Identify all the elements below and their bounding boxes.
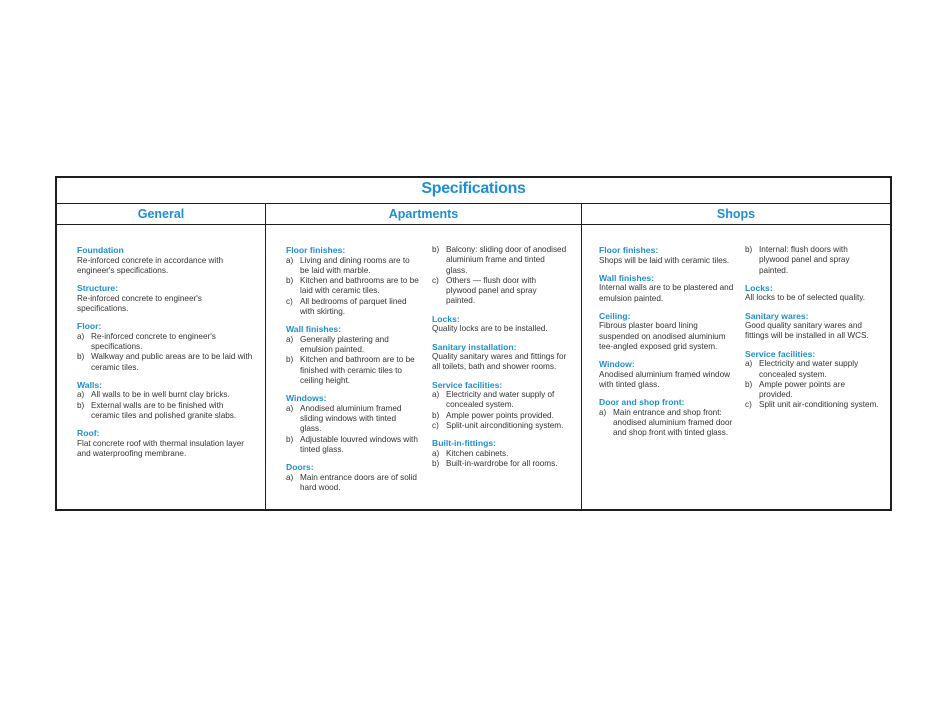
section-text: All locks to be of selected quality. [745, 293, 865, 303]
spec-section [599, 359, 734, 390]
spec-section [432, 314, 567, 335]
list-marker: b) [77, 400, 85, 410]
list-marker: a) [286, 403, 294, 413]
list-marker: a) [599, 407, 607, 417]
list-text: Electricity and water supply of concealed system. [446, 390, 555, 410]
list-text: All bedrooms of parquet lined with skirting. [300, 296, 407, 316]
section-heading: Service facilities: [432, 379, 503, 390]
spec-section [286, 462, 419, 493]
list-item [432, 421, 567, 431]
list-text: Ample power points provided. [446, 410, 554, 420]
section-heading: Floor finishes: [599, 245, 659, 255]
list-marker: b) [432, 245, 440, 254]
list-marker: a) [77, 390, 85, 400]
list-item [77, 332, 253, 353]
list-text: Kitchen and bathroom are to be finished with ceramic tiles to ceiling height. [300, 355, 415, 385]
list-text: Balcony: sliding door of anodised aluminium frame and tinted glass. [446, 245, 567, 275]
list-item [286, 297, 419, 318]
spec-section [745, 349, 880, 411]
list-text: All walls to be in well burnt clay bricks. [91, 390, 230, 400]
section-heading: Sanitary installation: [432, 341, 517, 352]
spec-section [745, 311, 880, 342]
spec-section [745, 245, 880, 276]
list-text: Others — flush door with plywood panel and spray painted. [446, 275, 537, 306]
list-marker: b) [286, 355, 294, 365]
list-marker: a) [77, 331, 85, 341]
list-item [77, 390, 253, 400]
column-header-shops: Shops [582, 204, 890, 225]
spec-section [599, 273, 734, 304]
list-text: Kitchen cabinets. [446, 448, 509, 458]
list-item [286, 355, 419, 386]
section-heading: Walls: [77, 379, 102, 390]
section-heading: Locks: [432, 313, 460, 324]
list-marker: a) [432, 448, 440, 458]
list-text: Living and dining rooms are to be laid with marble. [300, 255, 410, 275]
section-text: Fibrous plaster board lining suspended on anodised aluminium tee-angled exposed grid system. [599, 321, 726, 351]
section-heading: Built-in-fittings: [432, 438, 496, 449]
section-text: Re-inforced concrete in accordance with engineer's specifications. [77, 255, 224, 275]
section-text: Quality locks are to be installed. [432, 324, 548, 334]
list-item [745, 359, 880, 380]
section-text: Good quality sanitary wares and fittings will be installed in all WCS. [745, 321, 869, 341]
section-heading: Sanitary wares: [745, 310, 809, 321]
section-heading: Floor: [77, 321, 102, 332]
list-item [286, 256, 419, 277]
list-marker: a) [286, 334, 294, 344]
list-marker: a) [286, 472, 294, 482]
section-text: Anodised aluminium framed window with tinted glass. [599, 369, 731, 390]
list-marker: b) [432, 410, 440, 420]
spec-section [286, 393, 419, 455]
column-header-apartments: Apartments [266, 204, 581, 225]
list-text: Anodised aluminium framed sliding windows with tinted glass. [300, 403, 402, 434]
section-text: Internal walls are to be plastered and emulsion painted. [599, 283, 734, 303]
list-text: Split-unit airconditioning system. [446, 421, 564, 431]
list-item [286, 435, 419, 456]
shops-right-column [745, 245, 880, 418]
list-marker: a) [286, 255, 294, 265]
spec-section [77, 428, 253, 459]
list-text: Re-inforced concrete to engineer's specifications. [91, 331, 216, 351]
apartments-right-column [432, 245, 567, 476]
list-text: Ample power points are provided. [759, 379, 846, 400]
apartments-left-column [286, 245, 419, 500]
section-heading: Window: [599, 359, 635, 370]
list-text: Kitchen and bathrooms are to be laid with ceramic tiles. [300, 276, 419, 296]
specifications-table [55, 176, 892, 511]
spec-section [599, 397, 734, 438]
section-heading: Structure: [77, 283, 119, 294]
list-marker: c) [286, 296, 293, 306]
title-row [57, 178, 890, 204]
list-marker: c) [432, 275, 439, 285]
list-item [286, 473, 419, 494]
list-item [77, 401, 253, 422]
shops-left-column [599, 245, 734, 446]
list-item [599, 408, 734, 439]
list-marker: b) [432, 459, 440, 469]
list-text: Main entrance doors are of solid hard wood. [300, 472, 417, 493]
list-item [432, 276, 567, 307]
spec-section [432, 380, 567, 432]
section-heading: Doors: [286, 462, 314, 473]
section-heading: Windows: [286, 393, 327, 404]
spec-section [599, 311, 734, 352]
section-heading: Ceiling: [599, 310, 631, 321]
list-item [432, 411, 567, 421]
section-text: Flat concrete roof with thermal insulation layer and waterproofing membrane. [77, 438, 245, 459]
section-heading: Floor finishes: [286, 245, 346, 255]
list-marker: a) [432, 390, 440, 400]
spec-section [77, 283, 253, 314]
list-text: Adjustable louvred windows with tinted glass. [300, 434, 418, 454]
list-item [286, 335, 419, 356]
spec-section [77, 380, 253, 421]
column-divider [265, 204, 266, 509]
list-marker: b) [286, 276, 294, 286]
list-item [745, 245, 880, 276]
list-text: Built-in-wardrobe for all rooms. [446, 459, 558, 469]
section-text: Shops will be laid with ceramic tiles. [599, 255, 730, 265]
section-heading: Door and shop front: [599, 397, 685, 408]
section-heading: Foundation [77, 245, 124, 255]
list-marker: b) [286, 434, 294, 444]
list-item [745, 380, 880, 401]
list-marker: c) [745, 400, 752, 410]
list-item [432, 390, 567, 411]
document-title: Specifications [421, 180, 526, 197]
section-heading: Locks: [745, 282, 773, 293]
spec-section [77, 245, 253, 276]
list-item [77, 352, 253, 373]
list-text: Walkway and public areas are to be laid with ceramic tiles. [91, 352, 253, 372]
list-item [745, 400, 880, 410]
column-divider [581, 204, 582, 509]
spec-section [745, 283, 880, 304]
list-text: Split unit air-conditioning system. [759, 400, 879, 410]
spec-section [286, 245, 419, 317]
list-marker: b) [745, 379, 753, 389]
section-text: Re-inforced concrete to engineer's specifications. [77, 293, 202, 313]
list-marker: a) [745, 359, 753, 369]
list-marker: b) [77, 352, 85, 362]
list-item [286, 404, 419, 435]
list-text: Generally plastering and emulsion painted. [300, 334, 389, 355]
spec-section [286, 324, 419, 386]
spec-section [77, 321, 253, 373]
list-marker: c) [432, 421, 439, 431]
list-text: Main entrance and shop front: anodised aluminium framed door and shop front with tinted glass. [613, 407, 733, 438]
section-heading: Service facilities: [745, 348, 816, 359]
list-text: Electricity and water supply concealed system. [759, 359, 859, 379]
spec-section [432, 342, 567, 373]
section-text: Quality sanitary wares and fittings for all toilets, bath and shower rooms. [432, 352, 567, 372]
list-item [432, 245, 567, 276]
general-column [77, 245, 253, 466]
spec-section [599, 245, 734, 266]
list-item [432, 449, 567, 459]
spec-section [432, 245, 567, 307]
list-text: External walls are to be finished with ceramic tiles and polished granite slabs. [91, 400, 237, 420]
spec-section [432, 438, 567, 469]
section-heading: Wall finishes: [286, 324, 342, 335]
column-header-general: General [57, 204, 265, 225]
list-item [432, 459, 567, 469]
section-heading: Roof: [77, 428, 100, 439]
list-item [286, 276, 419, 297]
section-heading: Wall finishes: [599, 272, 655, 283]
list-text: Internal: flush doors with plywood panel and spray painted. [759, 245, 850, 275]
list-marker: b) [745, 245, 753, 254]
